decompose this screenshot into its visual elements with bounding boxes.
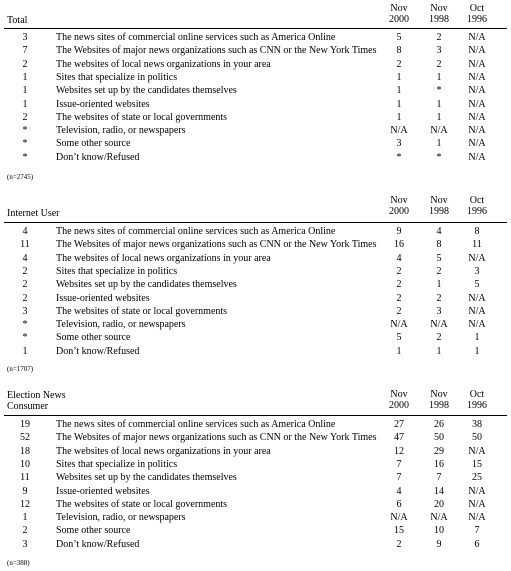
year-value: 8 <box>474 226 480 237</box>
year-value: 47 <box>394 432 404 444</box>
current-value: 1 <box>22 85 28 97</box>
column-header: Nov <box>430 195 448 206</box>
year-value: 5 <box>396 32 402 43</box>
source-label: Don’t know/Refused <box>56 345 140 357</box>
year-value: 15 <box>394 525 404 537</box>
source-label: Television, radio, or newspapers <box>56 319 186 331</box>
year-value: N/A <box>468 58 486 70</box>
table-row <box>0 318 511 331</box>
year-value: 1 <box>474 332 480 344</box>
current-value: 2 <box>22 279 28 291</box>
year-value: 6 <box>396 498 402 510</box>
column-header: Oct <box>469 3 485 14</box>
source-label: Sites that specialize in politics <box>56 71 178 83</box>
table-row <box>0 71 511 84</box>
source-label: Some other source <box>56 525 131 537</box>
year-value: N/A <box>468 485 486 497</box>
year-value: N/A <box>468 305 486 317</box>
section-title: Election News <box>7 390 66 401</box>
year-value: 10 <box>434 525 444 537</box>
year-value: 2 <box>436 58 442 70</box>
year-value: 7 <box>396 472 402 484</box>
year-value: 8 <box>396 45 402 57</box>
table-row <box>0 538 511 551</box>
source-label: The Websites of major news organizations such as CNN or the New York Times <box>56 432 377 444</box>
year-value: 3 <box>474 265 480 277</box>
sample-size: (n=388) <box>7 559 30 567</box>
column-header: 2000 <box>389 14 409 25</box>
year-value: 5 <box>436 252 442 264</box>
year-value: 7 <box>436 472 442 484</box>
year-value: N/A <box>468 98 486 110</box>
table-row <box>0 151 511 164</box>
current-value: 2 <box>22 265 28 277</box>
column-header: Nov <box>390 195 408 206</box>
current-value: 19 <box>20 419 30 430</box>
source-label: The news sites of commercial online services such as America Online <box>56 226 336 237</box>
table-row <box>0 458 511 471</box>
year-value: 1 <box>436 138 442 150</box>
year-value: * <box>396 151 402 163</box>
source-label: Don’t know/Refused <box>56 151 140 163</box>
source-label: The websites of local news organizations in your area <box>56 58 271 70</box>
source-label: Television, radio, or newspapers <box>56 125 186 137</box>
current-value: * <box>22 125 28 137</box>
source-label: Television, radio, or newspapers <box>56 512 186 524</box>
current-value: 7 <box>22 45 28 57</box>
source-label: The websites of state or local governments <box>56 498 228 510</box>
table-row <box>0 305 511 318</box>
current-value: 52 <box>20 432 30 444</box>
year-value: 2 <box>436 265 442 277</box>
table-row <box>0 225 511 238</box>
year-value: N/A <box>468 125 486 137</box>
current-value: 3 <box>22 538 28 550</box>
table-row <box>0 485 511 498</box>
year-value: N/A <box>468 252 486 264</box>
section-title: Internet User <box>7 208 60 219</box>
year-value: 1 <box>436 345 442 357</box>
year-value: 12 <box>394 445 404 457</box>
source-label: The websites of state or local governments <box>56 305 228 317</box>
year-value: 50 <box>472 432 482 444</box>
year-value: N/A <box>468 292 486 304</box>
source-label: Sites that specialize in politics <box>56 265 178 277</box>
current-value: 3 <box>22 32 28 43</box>
year-value: 1 <box>396 85 402 97</box>
year-value: 50 <box>434 432 444 444</box>
year-value: 2 <box>396 279 402 291</box>
table-row <box>0 137 511 150</box>
section-title: Total <box>7 15 28 26</box>
column-header: 1996 <box>467 14 487 25</box>
current-value: 9 <box>22 485 28 497</box>
source-label: The websites of local news organizations in your area <box>56 252 271 264</box>
current-value: 10 <box>20 458 30 470</box>
year-value: 7 <box>396 458 402 470</box>
source-label: Don’t know/Refused <box>56 538 140 550</box>
current-value: 4 <box>22 226 28 237</box>
year-value: 15 <box>472 458 482 470</box>
table-row <box>0 471 511 484</box>
year-value: N/A <box>468 32 486 43</box>
year-value: N/A <box>390 512 408 524</box>
year-value: N/A <box>468 138 486 150</box>
year-value: N/A <box>390 319 408 331</box>
year-value: * <box>436 85 442 97</box>
source-label: The Websites of major news organizations such as CNN or the New York Times <box>56 239 377 251</box>
source-label: Some other source <box>56 332 131 344</box>
table-row <box>0 238 511 251</box>
year-value: 1 <box>396 345 402 357</box>
year-value: 1 <box>474 345 480 357</box>
year-value: 4 <box>436 226 442 237</box>
year-value: 3 <box>436 305 442 317</box>
header-rule <box>4 222 507 223</box>
year-value: 4 <box>396 252 402 264</box>
year-value: 1 <box>436 98 442 110</box>
current-value: 11 <box>20 472 30 484</box>
table-row <box>0 44 511 57</box>
table-row <box>0 524 511 537</box>
current-value: 4 <box>22 252 28 264</box>
year-value: N/A <box>468 85 486 97</box>
year-value: 8 <box>436 239 442 251</box>
table-row <box>0 124 511 137</box>
year-value: N/A <box>468 319 486 331</box>
year-value: 5 <box>474 279 480 291</box>
column-header: 2000 <box>389 400 409 411</box>
source-label: Websites set up by the candidates themselves <box>56 472 237 484</box>
source-label: Issue-oriented websites <box>56 485 150 497</box>
table-row <box>0 498 511 511</box>
current-value: * <box>22 138 28 150</box>
year-value: 26 <box>434 419 444 430</box>
current-value: 1 <box>22 98 28 110</box>
column-header: 1998 <box>429 400 449 411</box>
year-value: 1 <box>396 111 402 123</box>
table-row <box>0 31 511 44</box>
column-header: Oct <box>469 195 485 206</box>
year-value: 7 <box>474 525 480 537</box>
year-value: N/A <box>430 125 448 137</box>
current-value: 2 <box>22 58 28 70</box>
year-value: 6 <box>474 538 480 550</box>
table-row <box>0 278 511 291</box>
current-value: 1 <box>22 345 28 357</box>
column-header: 1998 <box>429 206 449 217</box>
table-row <box>0 511 511 524</box>
column-header: Nov <box>430 389 448 400</box>
current-value: 1 <box>22 71 28 83</box>
current-value: 2 <box>22 525 28 537</box>
year-value: 2 <box>396 58 402 70</box>
source-label: The news sites of commercial online services such as America Online <box>56 32 336 43</box>
column-header: 1996 <box>467 400 487 411</box>
year-value: N/A <box>468 111 486 123</box>
source-label: The news sites of commercial online services such as America Online <box>56 419 336 430</box>
year-value: N/A <box>430 319 448 331</box>
source-label: The Websites of major news organizations such as CNN or the New York Times <box>56 45 377 57</box>
column-header: Oct <box>469 389 485 400</box>
column-header: Nov <box>390 389 408 400</box>
year-value: 14 <box>434 485 444 497</box>
source-label: Some other source <box>56 138 131 150</box>
table-row <box>0 292 511 305</box>
current-value: 11 <box>20 239 30 251</box>
current-value: * <box>22 151 28 163</box>
table-row <box>0 265 511 278</box>
current-value: * <box>22 332 28 344</box>
source-label: Sites that specialize in politics <box>56 458 178 470</box>
table-row <box>0 111 511 124</box>
year-value: 11 <box>472 239 482 251</box>
year-value: 2 <box>436 292 442 304</box>
year-value: N/A <box>468 512 486 524</box>
table-row <box>0 84 511 97</box>
year-value: 38 <box>472 419 482 430</box>
year-value: 16 <box>394 239 404 251</box>
current-value: 1 <box>22 512 28 524</box>
sample-size: (n=2745) <box>7 173 34 181</box>
source-label: Websites set up by the candidates themselves <box>56 85 237 97</box>
column-header: Nov <box>390 3 408 14</box>
table-row <box>0 252 511 265</box>
column-header: Nov <box>430 3 448 14</box>
year-value: 9 <box>396 226 402 237</box>
year-value: 16 <box>434 458 444 470</box>
current-value: 2 <box>22 111 28 123</box>
year-value: 3 <box>396 138 402 150</box>
year-value: 9 <box>436 538 442 550</box>
sample-size: (n=1707) <box>7 365 34 373</box>
year-value: 29 <box>434 445 444 457</box>
current-value: 12 <box>20 498 30 510</box>
year-value: 1 <box>396 98 402 110</box>
year-value: * <box>436 151 442 163</box>
current-value: 3 <box>22 305 28 317</box>
column-header: 1996 <box>467 206 487 217</box>
header-rule <box>4 415 507 416</box>
year-value: 2 <box>396 538 402 550</box>
current-value: * <box>22 319 28 331</box>
year-value: N/A <box>468 445 486 457</box>
year-value: N/A <box>468 498 486 510</box>
year-value: N/A <box>468 71 486 83</box>
table-row <box>0 98 511 111</box>
source-label: Issue-oriented websites <box>56 292 150 304</box>
current-value: 18 <box>20 445 30 457</box>
year-value: 25 <box>472 472 482 484</box>
source-label: The websites of state or local governments <box>56 111 228 123</box>
source-label: Issue-oriented websites <box>56 98 150 110</box>
year-value: 5 <box>396 332 402 344</box>
year-value: 20 <box>434 498 444 510</box>
year-value: N/A <box>390 125 408 137</box>
year-value: N/A <box>430 512 448 524</box>
year-value: 2 <box>396 305 402 317</box>
year-value: 27 <box>394 419 404 430</box>
year-value: N/A <box>468 45 486 57</box>
source-label: Websites set up by the candidates themselves <box>56 279 237 291</box>
year-value: 4 <box>396 485 402 497</box>
year-value: N/A <box>468 151 486 163</box>
column-header: 2000 <box>389 206 409 217</box>
table-row <box>0 331 511 344</box>
year-value: 1 <box>436 111 442 123</box>
year-value: 2 <box>396 265 402 277</box>
table-row <box>0 58 511 71</box>
table-row <box>0 345 511 358</box>
year-value: 1 <box>436 71 442 83</box>
column-header: 1998 <box>429 14 449 25</box>
year-value: 3 <box>436 45 442 57</box>
table-row <box>0 418 511 431</box>
current-value: 2 <box>22 292 28 304</box>
table-row <box>0 445 511 458</box>
year-value: 2 <box>396 292 402 304</box>
header-rule <box>4 28 507 29</box>
year-value: 2 <box>436 332 442 344</box>
table-row <box>0 431 511 444</box>
year-value: 1 <box>436 279 442 291</box>
section-title: Consumer <box>7 401 49 412</box>
year-value: 2 <box>436 32 442 43</box>
year-value: 1 <box>396 71 402 83</box>
source-label: The websites of local news organizations in your area <box>56 445 271 457</box>
